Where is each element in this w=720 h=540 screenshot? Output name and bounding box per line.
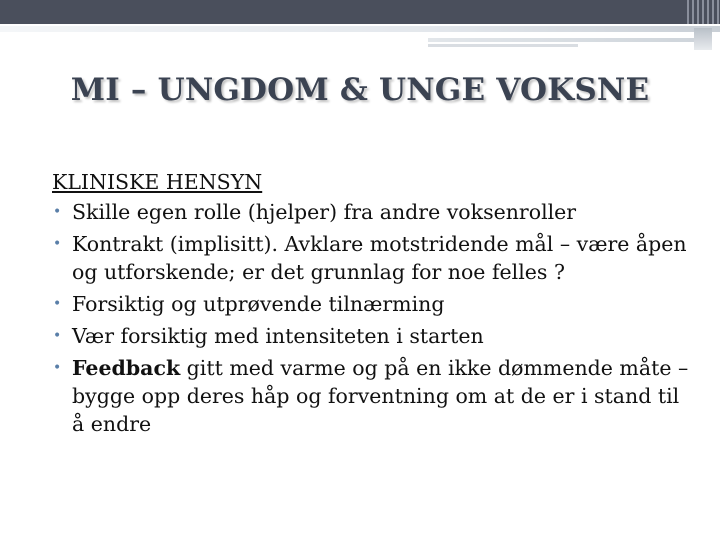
top-bar (0, 0, 720, 24)
bullet-icon: • (53, 360, 62, 376)
bullet-bold-text: Feedback (72, 356, 181, 380)
accent-line-secondary (428, 38, 694, 42)
bullet-item (52, 354, 692, 438)
bullet-item (52, 230, 692, 286)
bullet-item (52, 290, 692, 318)
section-heading: KLINISKE HENSYN (52, 170, 263, 194)
bullet-icon: • (53, 204, 62, 220)
bullet-text: Forsiktig og utprøvende tilnærming (72, 292, 445, 316)
bullet-icon: • (53, 236, 62, 252)
bullet-icon: • (53, 328, 62, 344)
accent-line (0, 26, 720, 32)
accent-line-tertiary (428, 44, 578, 47)
bullet-text: Kontrakt (implisitt). Avklare motstridende mål – være åpen og utforskende; er det grunnlag for noe felles ? (72, 232, 687, 284)
bullet-item (52, 198, 692, 226)
bullet-list (52, 198, 692, 438)
bullet-text: Vær forsiktig med intensiteten i starten (72, 324, 484, 348)
bullet-item (52, 322, 692, 350)
bullet-icon: • (53, 296, 62, 312)
bullet-text: Skille egen rolle (hjelper) fra andre voksenroller (72, 200, 577, 224)
accent-end-block (694, 28, 712, 50)
bullet-text: gitt med varme og på en ikke dømmende måte – bygge opp deres håp og forventning om at de er i stand til å endre (72, 356, 689, 436)
top-bar-stripes (684, 0, 720, 24)
slide-content (52, 168, 692, 442)
slide-title: MI – UNGDOM & UNGE VOKSNE (70, 72, 650, 108)
